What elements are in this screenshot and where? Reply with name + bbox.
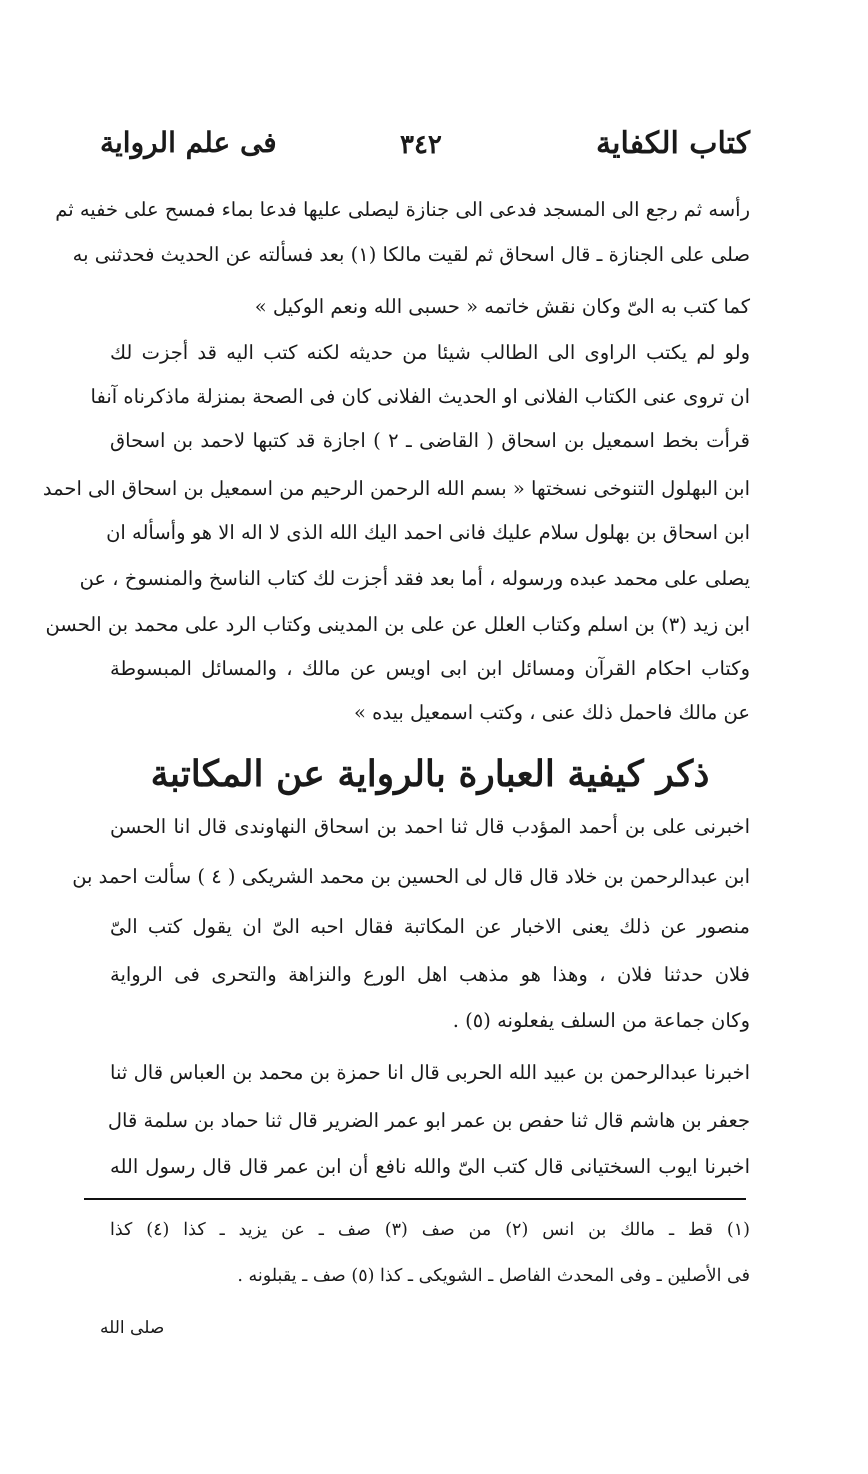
catchword: صلى الله — [100, 1318, 165, 1338]
text-line: وكتاب احكام القرآن ومسائل ابن ابى اويس عن مالك ، والمسائل المبسوطة — [110, 657, 750, 680]
footnote-line: (١) قط ـ مالك بن انس (٢) من صف (٣) صف ـ عن يزيد ـ كذا (٤) كذا — [110, 1220, 750, 1240]
text-line: قرأت بخط اسمعيل بن اسحاق ( القاضى ـ ٢ ) اجازة قد كتبها لاحمد بن اسحاق — [110, 429, 751, 452]
text-line: ابن زيد (٣) بن اسلم وكتاب العلل عن على بن المدينى وكتاب الرد على محمد بن الحسن — [45, 613, 750, 636]
text-line: ابن البهلول التنوخى نسختها « بسم الله الرحمن الرحيم من اسمعيل بن اسحاق الى احمد — [42, 477, 750, 500]
page-header — [100, 118, 750, 178]
text-line: اخبرنا عبدالرحمن بن عبيد الله الحربى قال انا حمزة بن محمد بن العباس قال ثنا — [110, 1061, 750, 1084]
text-line: ولو لم يكتب الراوى الى الطالب شيئا من حديثه لكنه كتب اليه قد أجزت لك — [110, 341, 750, 364]
text-line: جعفر بن هاشم قال ثنا حفص بن عمر ابو عمر الضرير قال ثنا حماد بن سلمة قال — [107, 1109, 750, 1132]
text-line: عن مالك فاحمل ذلك عنى ، وكتب اسمعيل بيده » — [353, 701, 750, 724]
text-line: كما كتب به الىّ وكان نقش خاتمه « حسبى الله ونعم الوكيل » — [254, 295, 750, 318]
text-line: يصلى على محمد عبده ورسوله ، أما بعد فقد أجزت لك كتاب الناسخ والمنسوخ ، عن — [79, 567, 750, 590]
footnote-rule — [84, 1198, 746, 1200]
text-line: اخبرنى على بن أحمد المؤدب قال ثنا احمد بن اسحاق النهاوندى قال انا الحسن — [110, 815, 750, 838]
text-line: ابن اسحاق بن بهلول سلام عليك فانى احمد اليك الله الذى لا اله الا هو وأسأله ان — [106, 521, 750, 544]
text-line: منصور عن ذلك يعنى الاخبار عن المكاتبة فقال احبه الىّ ان يقول كتب الىّ — [110, 915, 750, 938]
text-line: ان تروى عنى الكتاب الفلانى او الحديث الفلانى كان فى الصحة بمنزلة ماذكرناه آنفا — [90, 385, 750, 408]
text-line: صلى على الجنازة ـ قال اسحاق ثم لقيت مالكا (١) بعد فسألته عن الحديث فحدثنى به — [72, 243, 750, 266]
text-line: اخبرنا ايوب السختيانى قال كتب الىّ والله نافع أن ابن عمر قال قال رسول الله — [110, 1155, 750, 1178]
section-heading: ذكر كيفية العبارة بالرواية عن المكاتبة — [150, 753, 710, 795]
page-number: ٣٤٢ — [400, 130, 442, 160]
running-head: فى علم الرواية — [100, 126, 277, 159]
text-line: فلان حدثنا فلان ، وهذا هو مذهب اهل الورع والنزاهة والتحرى فى الرواية — [110, 963, 750, 986]
book-title: كتاب الكفاية — [596, 126, 750, 161]
text-line: رأسه ثم رجع الى المسجد فدعى الى جنازة ليصلى عليها فدعا بماء فمسح على خفيه ثم — [55, 198, 750, 221]
text-line: ابن عبدالرحمن بن خلاد قال قال لى الحسين بن محمد الشريكى ( ٤ ) سألت احمد بن — [72, 865, 750, 888]
text-line: وكان جماعة من السلف يفعلونه (٥) . — [452, 1009, 750, 1032]
footnote-line: فى الأصلين ـ وفى المحدث الفاصل ـ الشويكى ـ كذا (٥) صف ـ يقبلونه . — [237, 1266, 750, 1286]
